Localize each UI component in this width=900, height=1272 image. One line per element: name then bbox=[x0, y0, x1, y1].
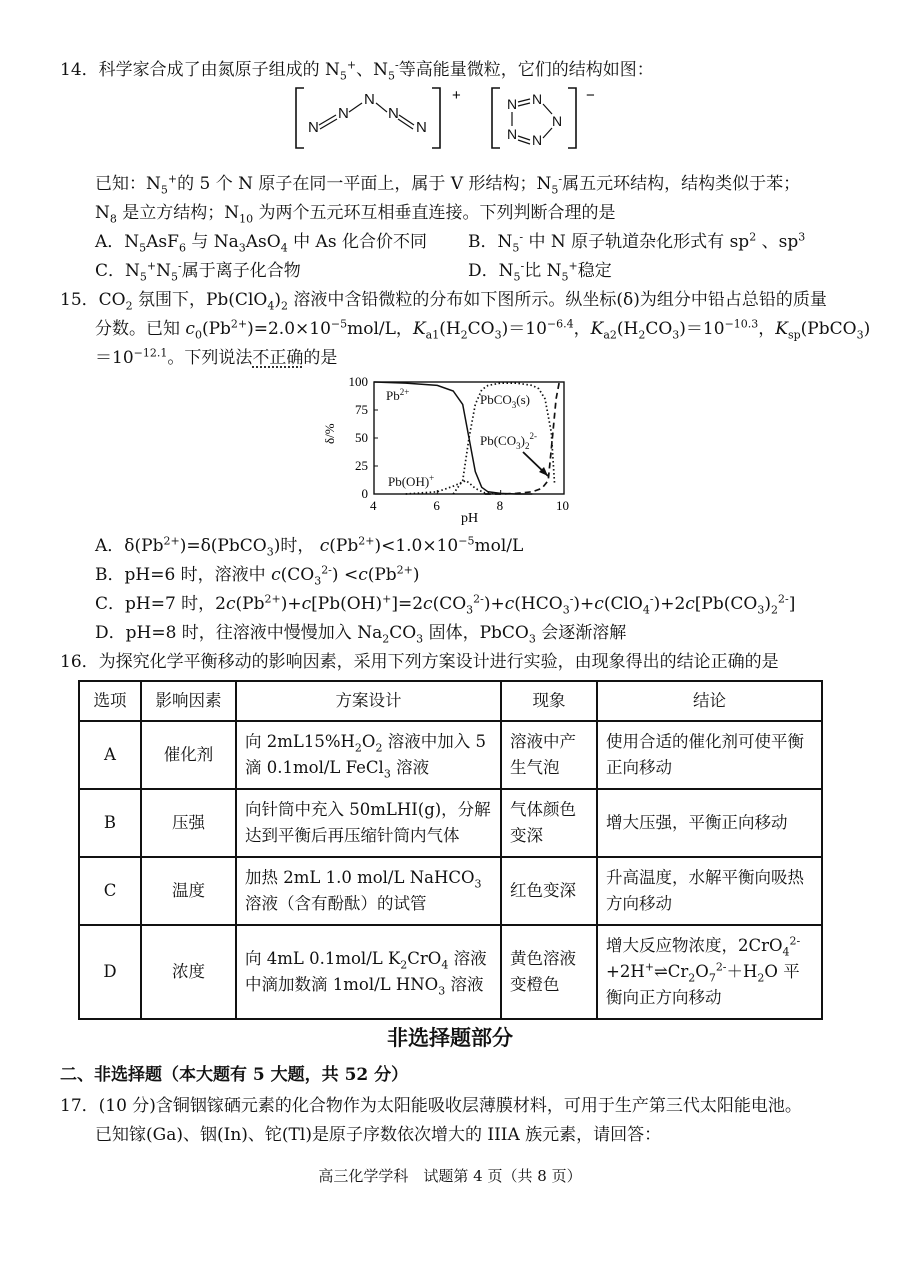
experiment-table bbox=[78, 680, 823, 1020]
q14-stem: 14．科学家合成了由氮原子组成的 $N_5^+$、$N_5^-$等高能量微粒，它们的结构如图： bbox=[60, 58, 654, 83]
q14-option-d: D．$N_5^-$比 $N_5^+$稳定 bbox=[468, 259, 612, 284]
svg-text:N: N bbox=[532, 132, 543, 148]
q15-option-d: D．pH=8 时，往溶液中慢慢加入 $Na_2CO_3$ 固体，PbCO$_3$ 会逐渐溶解 bbox=[95, 623, 627, 646]
table-header-row bbox=[79, 681, 822, 721]
row-d-design: 向 4mL 0.1mol/L $K_2CrO_4$ 溶液中滴加数滴 1mol/L $HNO_3$ 溶液 bbox=[236, 925, 501, 1019]
y-tick-label: 25 bbox=[355, 458, 368, 473]
row-a-phenomenon: 溶液中产生气泡 bbox=[501, 721, 597, 789]
svg-text:N: N bbox=[364, 91, 375, 108]
svg-text:N: N bbox=[308, 119, 319, 136]
q15-stem-2: 分数。已知 $c_0(Pb^{2+})=2.0\times 10^{-5}mol/L$，$K_{a1}(H_2CO_3)=10^{-6.4}$，$K_{a2}(H_2CO_3)=10^{-10.3}$，$K_{sp}(PbCO_3)$ bbox=[95, 317, 871, 342]
x-tick-label: 8 bbox=[496, 498, 504, 513]
row-c-design: 加热 2mL 1.0 mol/L NaHCO$_3$ 溶液（含有酚酞）的试管 bbox=[236, 857, 501, 925]
svg-text:N: N bbox=[507, 126, 518, 142]
header-design: 方案设计 bbox=[236, 681, 501, 721]
row-a-conclusion: 使用合适的催化剂可使平衡正向移动 bbox=[597, 721, 822, 789]
q17-stem-1: 17．(10 分)含铜铟镓硒元素的化合物作为太阳能吸收层薄膜材料，可用于生产第三代太阳能电池。 bbox=[60, 1096, 802, 1116]
row-c-factor: 温度 bbox=[141, 857, 236, 925]
x-axis-label: pH bbox=[461, 511, 479, 526]
svg-text:N: N bbox=[532, 91, 543, 107]
row-a-design: 向 $2mL15\%H_2O_2$ 溶液中加入 5 滴 0.1mol/L FeCl$_3$ 溶液 bbox=[236, 721, 501, 789]
row-b-option: B bbox=[79, 789, 141, 857]
lead-species-distribution-chart bbox=[318, 372, 588, 532]
bracket-left-2 bbox=[492, 88, 500, 148]
q17-stem-2: 已知镓(Ga)、铟(In)、铊(Tl)是原子序数依次增大的 IIIA 族元素，请回答： bbox=[95, 1125, 662, 1145]
row-d-phenomenon: 黄色溶液变橙色 bbox=[501, 925, 597, 1019]
label-pbco3: PbCO$_3$(s) bbox=[480, 392, 531, 410]
n5-structures-figure bbox=[290, 82, 610, 162]
bracket-right-1 bbox=[432, 88, 440, 148]
row-a-factor: 催化剂 bbox=[141, 721, 236, 789]
q14-known-2: $N_8$ 是立方结构；$N_{10}$ 为两个五元环互相垂直连接。下列判断合理的是 bbox=[95, 203, 616, 226]
row-d-option: D bbox=[79, 925, 141, 1019]
table-row bbox=[79, 789, 822, 857]
bracket-right-2 bbox=[568, 88, 576, 148]
row-d-conclusion: 增大反应物浓度，$2CrO_4^{2-}+2H^+\rightleftharpoons Cr_2O_7^{2-}+H_2O$ 平衡向正方向移动 bbox=[597, 925, 822, 1019]
y-tick-label: 100 bbox=[348, 374, 368, 389]
row-c-phenomenon: 红色变深 bbox=[501, 857, 597, 925]
svg-text:N: N bbox=[507, 96, 518, 112]
section-title: 非选择题部分 bbox=[387, 1026, 513, 1050]
row-b-factor: 压强 bbox=[141, 789, 236, 857]
row-b-conclusion: 增大压强，平衡正向移动 bbox=[597, 789, 822, 857]
cation-charge: + bbox=[452, 87, 461, 104]
x-tick-label: 4 bbox=[370, 498, 377, 513]
svg-text:N: N bbox=[338, 105, 349, 122]
x-tick-label: 10 bbox=[556, 498, 569, 513]
svg-text:N: N bbox=[552, 113, 563, 129]
q14-option-a: A．$N_5AsF_6$ 与 $Na_3AsO_4$ 中 As 化合价不同 bbox=[95, 232, 427, 255]
label-pb2: $Pb^{2+}$ bbox=[386, 387, 410, 403]
row-b-design: 向针筒中充入 50mLHI(g)，分解达到平衡后再压缩针筒内气体 bbox=[236, 789, 501, 857]
header-option: 选项 bbox=[79, 681, 141, 721]
q16-stem: 16．为探究化学平衡移动的影响因素，采用下列方案设计进行实验，由现象得出的结论正确的是 bbox=[60, 652, 779, 672]
table-row bbox=[79, 857, 822, 925]
q15-option-b: B．pH=6 时，溶液中 $c(CO_3^{2-}) <c(Pb^{2+})$ bbox=[95, 563, 420, 588]
label-pboh: Pb(OH)+ bbox=[388, 473, 435, 489]
svg-text:N: N bbox=[388, 105, 399, 122]
q14-option-b: B．$N_5^-$ 中 N 原子轨道杂化形式有 $sp^2$ 、$sp^3$ bbox=[468, 230, 806, 255]
header-conclusion: 结论 bbox=[597, 681, 822, 721]
anion-charge: − bbox=[586, 87, 595, 104]
q15-stem-3: $=10^{-12.1}$。下列说法不正确的是 bbox=[95, 346, 338, 368]
q14-option-c: C．$N_5^+N_5^-$属于离子化合物 bbox=[95, 259, 301, 284]
header-phenomenon: 现象 bbox=[501, 681, 597, 721]
row-c-option: C bbox=[79, 857, 141, 925]
row-a-option: A bbox=[79, 721, 141, 789]
part2-heading: 二、非选择题（本大题有 5 大题，共 52 分） bbox=[60, 1065, 409, 1085]
row-b-phenomenon: 气体颜色变深 bbox=[501, 789, 597, 857]
svg-text:N: N bbox=[416, 119, 427, 136]
q14-known-1: 已知：$N_5^+$的 5 个 N 原子在同一平面上，属于 V 形结构；$N_5^-$属五元环结构，结构类似于苯； bbox=[95, 172, 801, 197]
table-row bbox=[79, 721, 822, 789]
table-row bbox=[79, 925, 822, 1019]
row-d-factor: 浓度 bbox=[141, 925, 236, 1019]
q15-option-a: A．$\delta(Pb^{2+})=\delta(PbCO_3)$时， $c(Pb^{2+})<1.0\times 10^{-5}mol/L$ bbox=[95, 534, 524, 559]
row-c-conclusion: 升高温度，水解平衡向吸热方向移动 bbox=[597, 857, 822, 925]
label-pbco32: $Pb(CO_3)_2^{2-}$ bbox=[480, 431, 537, 451]
y-axis-label: δ/% bbox=[322, 423, 337, 444]
header-factor: 影响因素 bbox=[141, 681, 236, 721]
y-tick-label: 0 bbox=[361, 486, 368, 501]
page-footer: 高三化学学科 试题第 4 页（共 8 页） bbox=[318, 1167, 582, 1185]
q15-option-c: C．pH=7 时，$2c(Pb^{2+})+c[Pb(OH)^+]=2c(CO_3^{2-})+c(HCO_3^-)+c(ClO_4^-)+2c[Pb(CO_3)_2^{2-}]$ bbox=[95, 592, 796, 617]
y-tick-label: 75 bbox=[355, 402, 368, 417]
x-tick-label: 6 bbox=[433, 498, 440, 513]
q15-stem-1: 15．$CO_2$ 氛围下，$Pb(ClO_4)_2$ 溶液中含铅微粒的分布如下图所示。纵坐标(δ)为组分中铅占总铅的质量 bbox=[60, 290, 827, 313]
bracket-left-1 bbox=[296, 88, 304, 148]
y-tick-label: 50 bbox=[355, 430, 368, 445]
